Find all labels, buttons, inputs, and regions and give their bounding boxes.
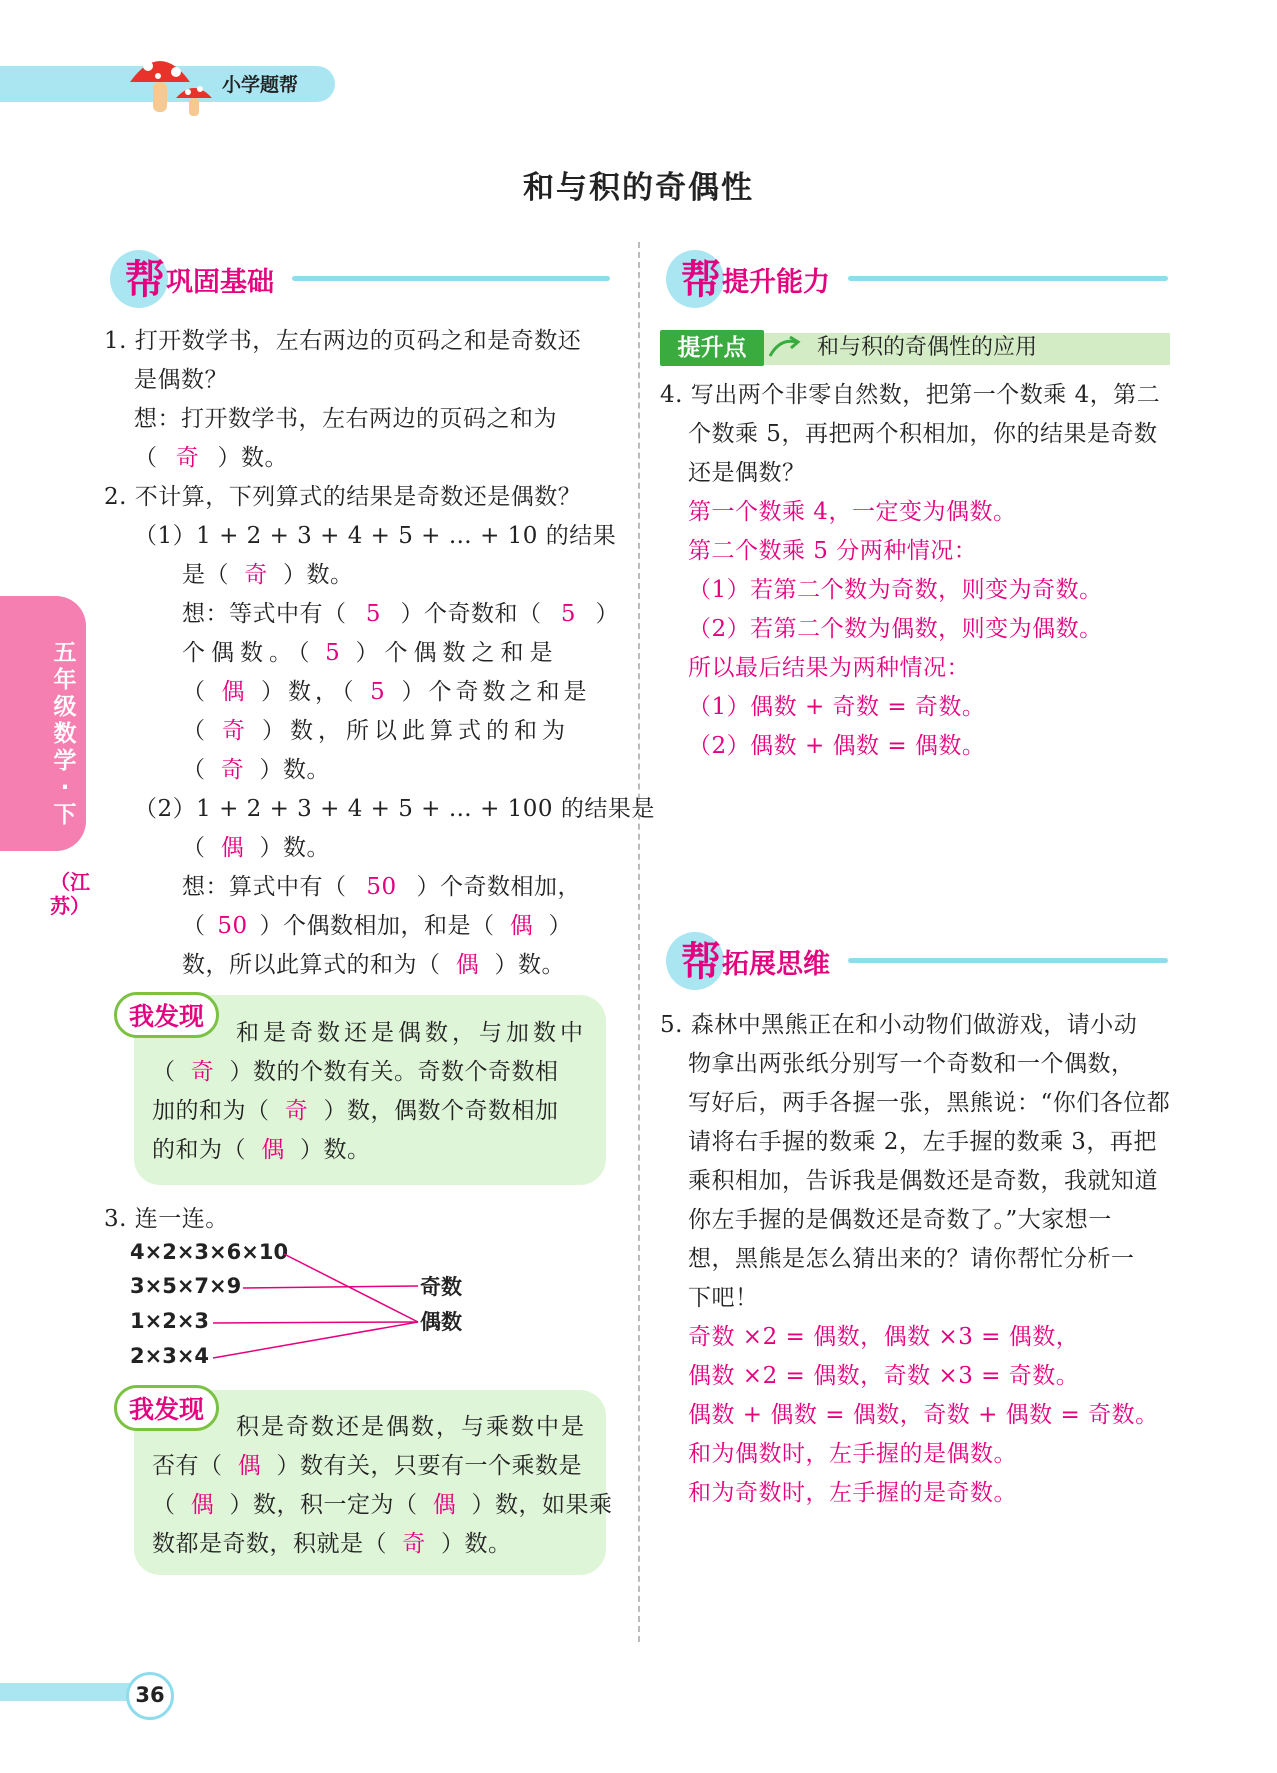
q3-left-3: 1×2×3 [130, 1309, 210, 1333]
q5-line6: 你左手握的是偶数还是奇数了。”大家想一 [688, 1207, 1112, 1233]
q3-line-4-even [213, 1322, 418, 1358]
q4-answer-line7: （2）偶数 + 偶数 = 偶数。 [688, 733, 986, 759]
improve-point-label: 提升点 [660, 330, 764, 366]
section-basic-title: 巩固基础 [166, 267, 274, 298]
discover1-line2: （ 奇 ）数的个数有关。奇数个奇数相 [152, 1053, 559, 1092]
discover2-answer4: 奇 [402, 1531, 426, 1557]
section-expand-title: 拓展思维 [722, 949, 830, 980]
q5-line2: 物拿出两张纸分别写一个奇数和一个偶数， [688, 1051, 1135, 1077]
q4-answer-line3: （1）若第二个数为奇数，则变为奇数。 [688, 577, 1103, 603]
side-tab-grade: 五年级数学·下 [53, 640, 77, 828]
q3-line-2-odd [243, 1286, 418, 1288]
q2-part1-line7: （ 奇 ）数。 [182, 751, 330, 790]
q2-part2-answer3: 50 [217, 913, 248, 939]
q2-part1-answer7: 奇 [222, 718, 250, 744]
q3-line-3-even [213, 1322, 418, 1323]
q2-line1: 2. 不计算，下列算式的结果是奇数还是偶数？ [104, 484, 582, 510]
q2-part2-line3: 想：算式中有（ 50 ）个奇数相加， [182, 868, 581, 907]
improve-point-text: 和与积的奇偶性的应用 [817, 335, 1038, 360]
q2-part1-answer8: 奇 [220, 757, 245, 783]
q2-part2-answer1: 偶 [220, 835, 245, 861]
q4-line3: 还是偶数？ [688, 460, 806, 486]
q2-part1-answer2: 5 [365, 601, 382, 627]
discover1-line1: 和是奇数还是偶数，与加数中 [236, 1020, 587, 1046]
section-basic-bang: 帮 [125, 257, 165, 303]
q4-answer-line2: 第二个数乘 5 分两种情况： [688, 538, 978, 564]
discover2-line1: 积是奇数还是偶数，与乘数中是 [236, 1414, 586, 1440]
arrow-icon [766, 334, 802, 362]
discover2-line3: （ 偶 ）数，积一定为（ 偶 ）数，如果乘 [152, 1486, 613, 1525]
q2-part2-answer5: 偶 [455, 952, 480, 978]
q5-line4: 请将右手握的数乘 2，左手握的数乘 3，再把 [688, 1129, 1157, 1155]
discover2-line2: 否有（ 偶 ）数有关，只要有一个乘数是 [152, 1447, 582, 1486]
q2-part1-answer4: 5 [325, 640, 346, 666]
q5-answer-line4: 和为偶数时，左手握的是偶数。 [688, 1441, 1017, 1467]
q2-part1-line3: 想：等式中有（ 5 ）个奇数和（ 5 ） [182, 595, 619, 634]
page-number: 36 [126, 1672, 174, 1720]
q3-left-4: 2×3×4 [130, 1344, 210, 1368]
discover-label-2: 我发现 [114, 1385, 219, 1431]
q2-part1-line5: （ 偶 ）数，（ 5 ）个奇数之和是 [182, 673, 591, 712]
section-expand-rule [848, 958, 1168, 963]
discover2-answer2: 偶 [190, 1492, 215, 1518]
q5-answer-line2: 偶数 ×2 = 偶数，奇数 ×3 = 奇数。 [688, 1363, 1080, 1389]
q5-line3: 写好后，两手各握一张，黑熊说：“你们各位都 [688, 1090, 1171, 1116]
q4-answer-line1: 第一个数乘 4，一定变为偶数。 [688, 499, 1017, 525]
q2-part2-line2: （ 偶 ）数。 [182, 829, 330, 868]
page-number-band [0, 1683, 140, 1701]
side-tab-province: （江苏） [50, 870, 90, 918]
q2-part1-answer5: 偶 [221, 679, 249, 705]
q1-line2: 是偶数？ [134, 367, 228, 393]
q2-part1-answer1: 奇 [244, 562, 268, 588]
q2-part2-line1: （2）1 + 2 + 3 + 4 + 5 + … + 100 的结果是 [134, 796, 655, 822]
q2-part1-line1: （1）1 + 2 + 3 + 4 + 5 + … + 10 的结果 [134, 523, 617, 549]
q5-answer-line3: 偶数 + 偶数 = 偶数，奇数 + 偶数 = 奇数。 [688, 1402, 1159, 1428]
q4-line1: 4. 写出两个非零自然数，把第一个数乘 4，第二 [660, 382, 1161, 408]
discover1-answer1: 奇 [190, 1059, 215, 1085]
section-expand-bang: 帮 [681, 939, 721, 985]
q2-part2-answer4: 偶 [509, 913, 534, 939]
discover2-line4: 数都是奇数，积就是（ 奇 ）数。 [152, 1525, 512, 1564]
section-improve-title: 提升能力 [722, 267, 830, 298]
q4-answer-line5: 所以最后结果为两种情况： [688, 655, 970, 681]
q5-answer-line1: 奇数 ×2 = 偶数，偶数 ×3 = 偶数， [688, 1324, 1080, 1350]
q1-line1: 1. 打开数学书，左右两边的页码之和是奇数还 [104, 328, 582, 354]
discover-label-1: 我发现 [114, 992, 219, 1038]
q5-line7: 想，黑熊是怎么猜出来的？请你帮忙分析一 [688, 1246, 1135, 1272]
q2-part1-line6: （ 奇 ）数，所以此算式的和为 [182, 712, 570, 751]
q2-part2-line4: （ 50 ）个偶数相加，和是（ 偶 ） [182, 907, 572, 946]
q1-answer: 奇 [175, 445, 200, 471]
q5-line5: 乘积相加，告诉我是偶数还是奇数，我就知道 [688, 1168, 1158, 1194]
q4-answer-line4: （2）若第二个数为偶数，则变为偶数。 [688, 616, 1103, 642]
discover2-answer3: 偶 [432, 1492, 457, 1518]
page-title: 和与积的奇偶性 [523, 170, 754, 206]
q2-part1-line4: 个偶数。（ 5 ）个偶数之和是 [182, 634, 559, 673]
q4-answer-line6: （1）偶数 + 奇数 = 奇数。 [688, 694, 986, 720]
q1-line4: （ 奇 ）数。 [134, 439, 288, 478]
q4-line2: 个数乘 5，再把两个积相加，你的结果是奇数 [688, 421, 1158, 447]
q3-left-1: 4×2×3×6×10 [130, 1240, 289, 1264]
q2-part1-line2: 是（ 奇 ）数。 [182, 556, 354, 595]
discover1-line3: 加的和为（ 奇 ）数，偶数个奇数相加 [152, 1092, 559, 1131]
q5-line8: 下吧！ [688, 1285, 759, 1311]
q2-part1-answer3: 5 [560, 601, 577, 627]
section-improve-bang: 帮 [681, 257, 721, 303]
q3-title: 3. 连一连。 [104, 1206, 229, 1232]
q3-right-even: 偶数 [420, 1310, 462, 1334]
q3-left-2: 3×5×7×9 [130, 1274, 242, 1298]
q2-part2-answer2: 50 [366, 874, 397, 900]
q2-part1-answer6: 5 [370, 679, 389, 705]
header-brand: 小学题帮 [222, 74, 299, 96]
q5-line1: 5. 森林中黑熊正在和小动物们做游戏，请小动 [660, 1012, 1138, 1038]
q3-right-odd: 奇数 [420, 1275, 462, 1299]
section-improve-rule [848, 276, 1168, 281]
discover2-answer1: 偶 [237, 1453, 262, 1479]
q1-line3: 想：打开数学书，左右两边的页码之和为 [134, 406, 557, 432]
discover1-answer2: 奇 [284, 1098, 309, 1124]
q5-answer-line5: 和为奇数时，左手握的是奇数。 [688, 1480, 1017, 1506]
discover1-answer3: 偶 [261, 1137, 285, 1163]
q2-part2-line5: 数，所以此算式的和为（ 偶 ）数。 [182, 946, 565, 985]
discover1-line4: 的和为（ 偶 ）数。 [152, 1131, 371, 1170]
